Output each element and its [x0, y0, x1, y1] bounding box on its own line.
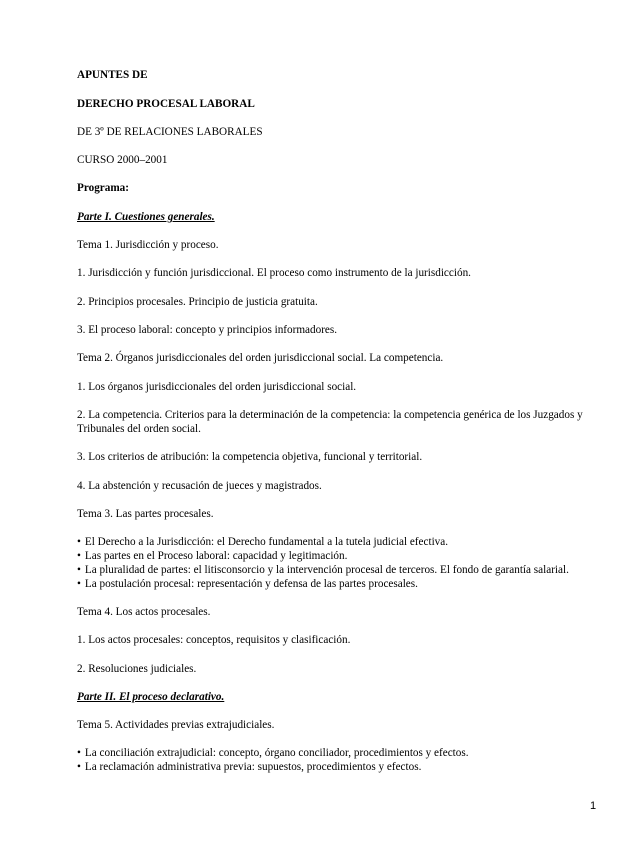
tema1-title: Tema 1. Jurisdicción y proceso. — [77, 239, 219, 251]
tema3-bullet-list — [77, 535, 569, 591]
list-item: • Las partes en el Proceso laboral: capacidad y legitimación. — [77, 549, 569, 563]
list-item: • El Derecho a la Jurisdicción: el Derecho fundamental a la tutela judicial efectiva. — [77, 535, 569, 549]
page-number: 1 — [590, 800, 597, 812]
doc-title-line2: DERECHO PROCESAL LABORAL — [77, 98, 255, 110]
tema1-item: 1. Jurisdicción y función jurisdiccional. El proceso como instrumento de la jurisdicción. — [77, 267, 471, 279]
tema5-title: Tema 5. Actividades previas extrajudiciales. — [77, 719, 275, 731]
tema3-title: Tema 3. Las partes procesales. — [77, 508, 214, 520]
tema1-item: 3. El proceso laboral: concepto y principios informadores. — [77, 324, 338, 336]
tema1-item: 2. Principios procesales. Principio de justicia gratuita. — [77, 296, 318, 308]
tema5-bullet-list — [77, 746, 469, 774]
tema4-item: 2. Resoluciones judiciales. — [77, 663, 197, 675]
tema2-item: 4. La abstención y recusación de jueces y magistrados. — [77, 480, 322, 492]
course-year: CURSO 2000–2001 — [77, 154, 168, 166]
tema4-title: Tema 4. Los actos procesales. — [77, 606, 211, 618]
programa-heading: Programa: — [77, 182, 129, 194]
tema2-item: 2. La competencia. Criterios para la determinación de la competencia: la competencia genérica de los Juzgados y Tribunales del orden social. — [77, 409, 583, 435]
tema2-title: Tema 2. Órganos jurisdiccionales del orden jurisdiccional social. La competencia. — [77, 352, 444, 364]
list-item: • La conciliación extrajudicial: concepto, órgano conciliador, procedimientos y efectos. — [77, 746, 469, 760]
tema2-item: 1. Los órganos jurisdiccionales del orden jurisdiccional social. — [77, 381, 357, 393]
list-item: • La pluralidad de partes: el litisconsorcio y la intervención procesal de terceros. El fondo de garantía salarial. — [77, 563, 569, 577]
doc-subtitle: DE 3º DE RELACIONES LABORALES — [77, 126, 263, 138]
list-item: • La postulación procesal: representación y defensa de las partes procesales. — [77, 577, 569, 591]
list-item: • La reclamación administrativa previa: supuestos, procedimientos y efectos. — [77, 760, 469, 774]
tema4-item: 1. Los actos procesales: conceptos, requisitos y clasificación. — [77, 634, 351, 646]
doc-title-line1: APUNTES DE — [77, 69, 148, 81]
tema2-item: 3. Los criterios de atribución: la competencia objetiva, funcional y territorial. — [77, 451, 423, 463]
parte1-title: Parte I. Cuestiones generales. — [77, 211, 215, 223]
parte2-title: Parte II. El proceso declarativo. — [77, 691, 225, 703]
